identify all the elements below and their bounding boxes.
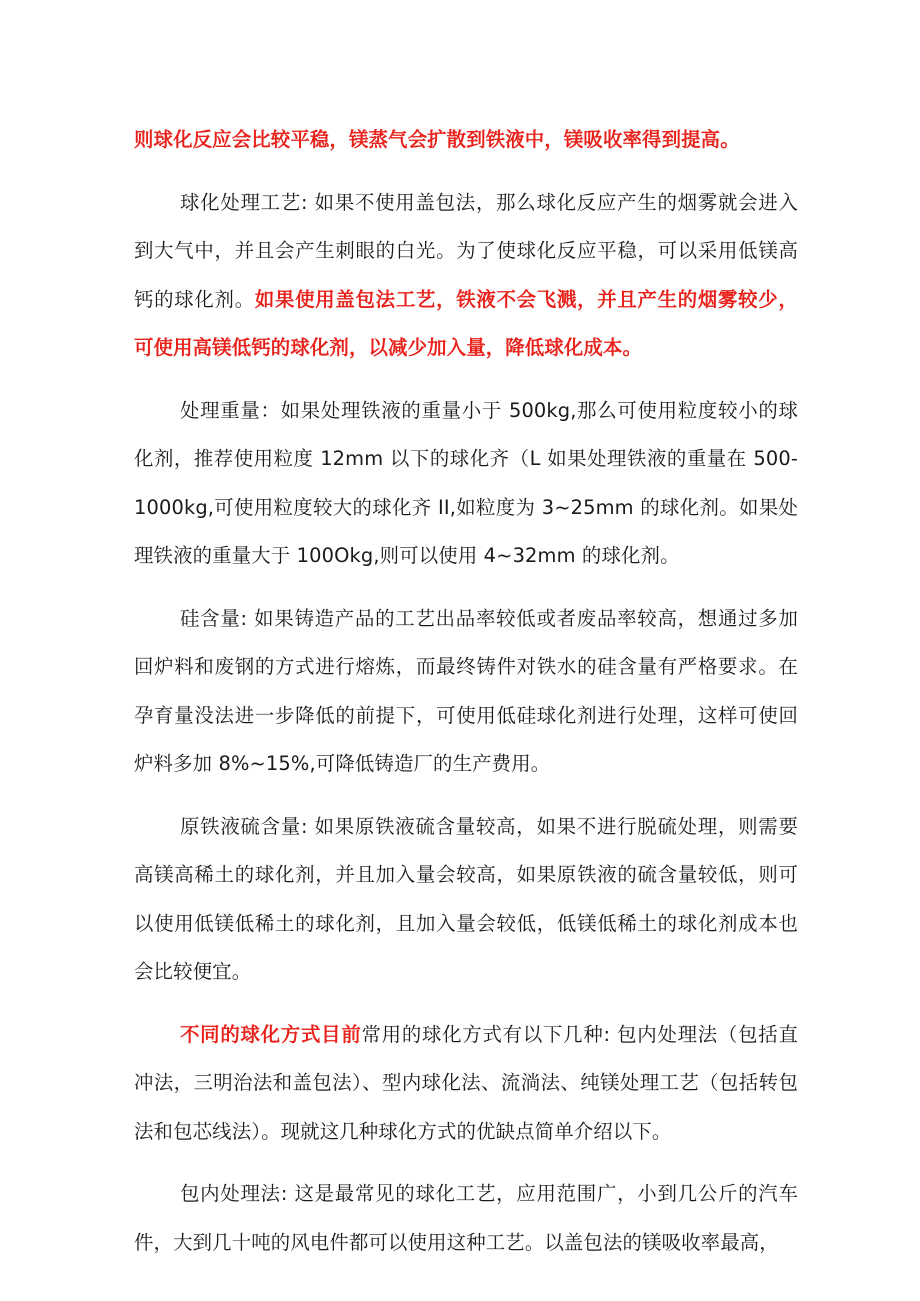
- body-text: 球化处理工艺: 如果不使用盖包法，那么球化反应产生的烟雾就会进入到大气中，并且会产生刺眼的白光。为了使球化反应平稳，可以采用低镁高钙的球化剂。: [134, 190, 798, 311]
- highlighted-text: 则球化反应会比较平稳，镁蒸气会扩散到铁液中，镁吸收率得到提高。: [134, 128, 740, 151]
- paragraph-spheroidizing-methods: [134, 1011, 798, 1157]
- paragraph-spheroidizing-reaction-stability: [134, 116, 798, 165]
- highlighted-text: 不同的球化方式目前: [180, 1022, 362, 1046]
- body-text: 处理重量：如果处理铁液的重量小于 500kg,那么可使用粒度较小的球化剂，推荐使用粒度 12mm 以下的球化齐（L 如果处理铁液的重量在 500-1000kg,可使用粒度较大的球化齐 II,如粒度为 3~25mm 的球化剂。如果处理铁液的重量大于 100Okg,则可以使用 4~32mm 的球化剂。: [134, 398, 798, 567]
- paragraph-sulfur-content: [134, 803, 798, 997]
- paragraph-spheroidizing-process: [134, 179, 798, 373]
- body-text: 包内处理法: 这是最常见的球化工艺，应用范围广，小到几公斤的汽车件，大到几十吨的风电件都可以使用这种工艺。以盖包法的镁吸收率最高，: [134, 1182, 798, 1254]
- body-text: 硅含量: 如果铸造产品的工艺出品率较低或者废品率较高，想通过多加回炉料和废钢的方式进行熔炼，而最终铸件对铁水的硅含量有严格要求。在孕育量没法进一步降低的前提下，可使用低硅球化剂进行处理，这样可使回炉料多加 8%~15%,可降低铸造厂的生产费用。: [134, 606, 798, 775]
- highlighted-text: 如果使用盖包法工艺，铁液不会飞溅，并且产生的烟雾较少，可使用高镁低钙的球化剂，以减少加入量，降低球化成本。: [134, 287, 798, 359]
- document-body: [134, 116, 798, 1281]
- body-text: 常用的球化方式有以下几种: 包内处理法（包括直冲法，三明治法和盖包法）、型内球化法、流淌法、纯镁处理工艺（包括转包法和包芯线法）。现就这几种球化方式的优缺点简单介绍以下。: [134, 1022, 798, 1143]
- paragraph-treatment-weight: [134, 387, 798, 581]
- body-text: 原铁液硫含量: 如果原铁液硫含量较高，如果不进行脱硫处理，则需要高镁高稀土的球化剂，并且加入量会较高，如果原铁液的硫含量较低，则可以使用低镁低稀土的球化剂，且加入量会较低，低镁低稀土的球化剂成本也会比较便宜。: [134, 814, 798, 983]
- paragraph-in-ladle-treatment: [134, 1170, 798, 1267]
- paragraph-silicon-content: [134, 595, 798, 789]
